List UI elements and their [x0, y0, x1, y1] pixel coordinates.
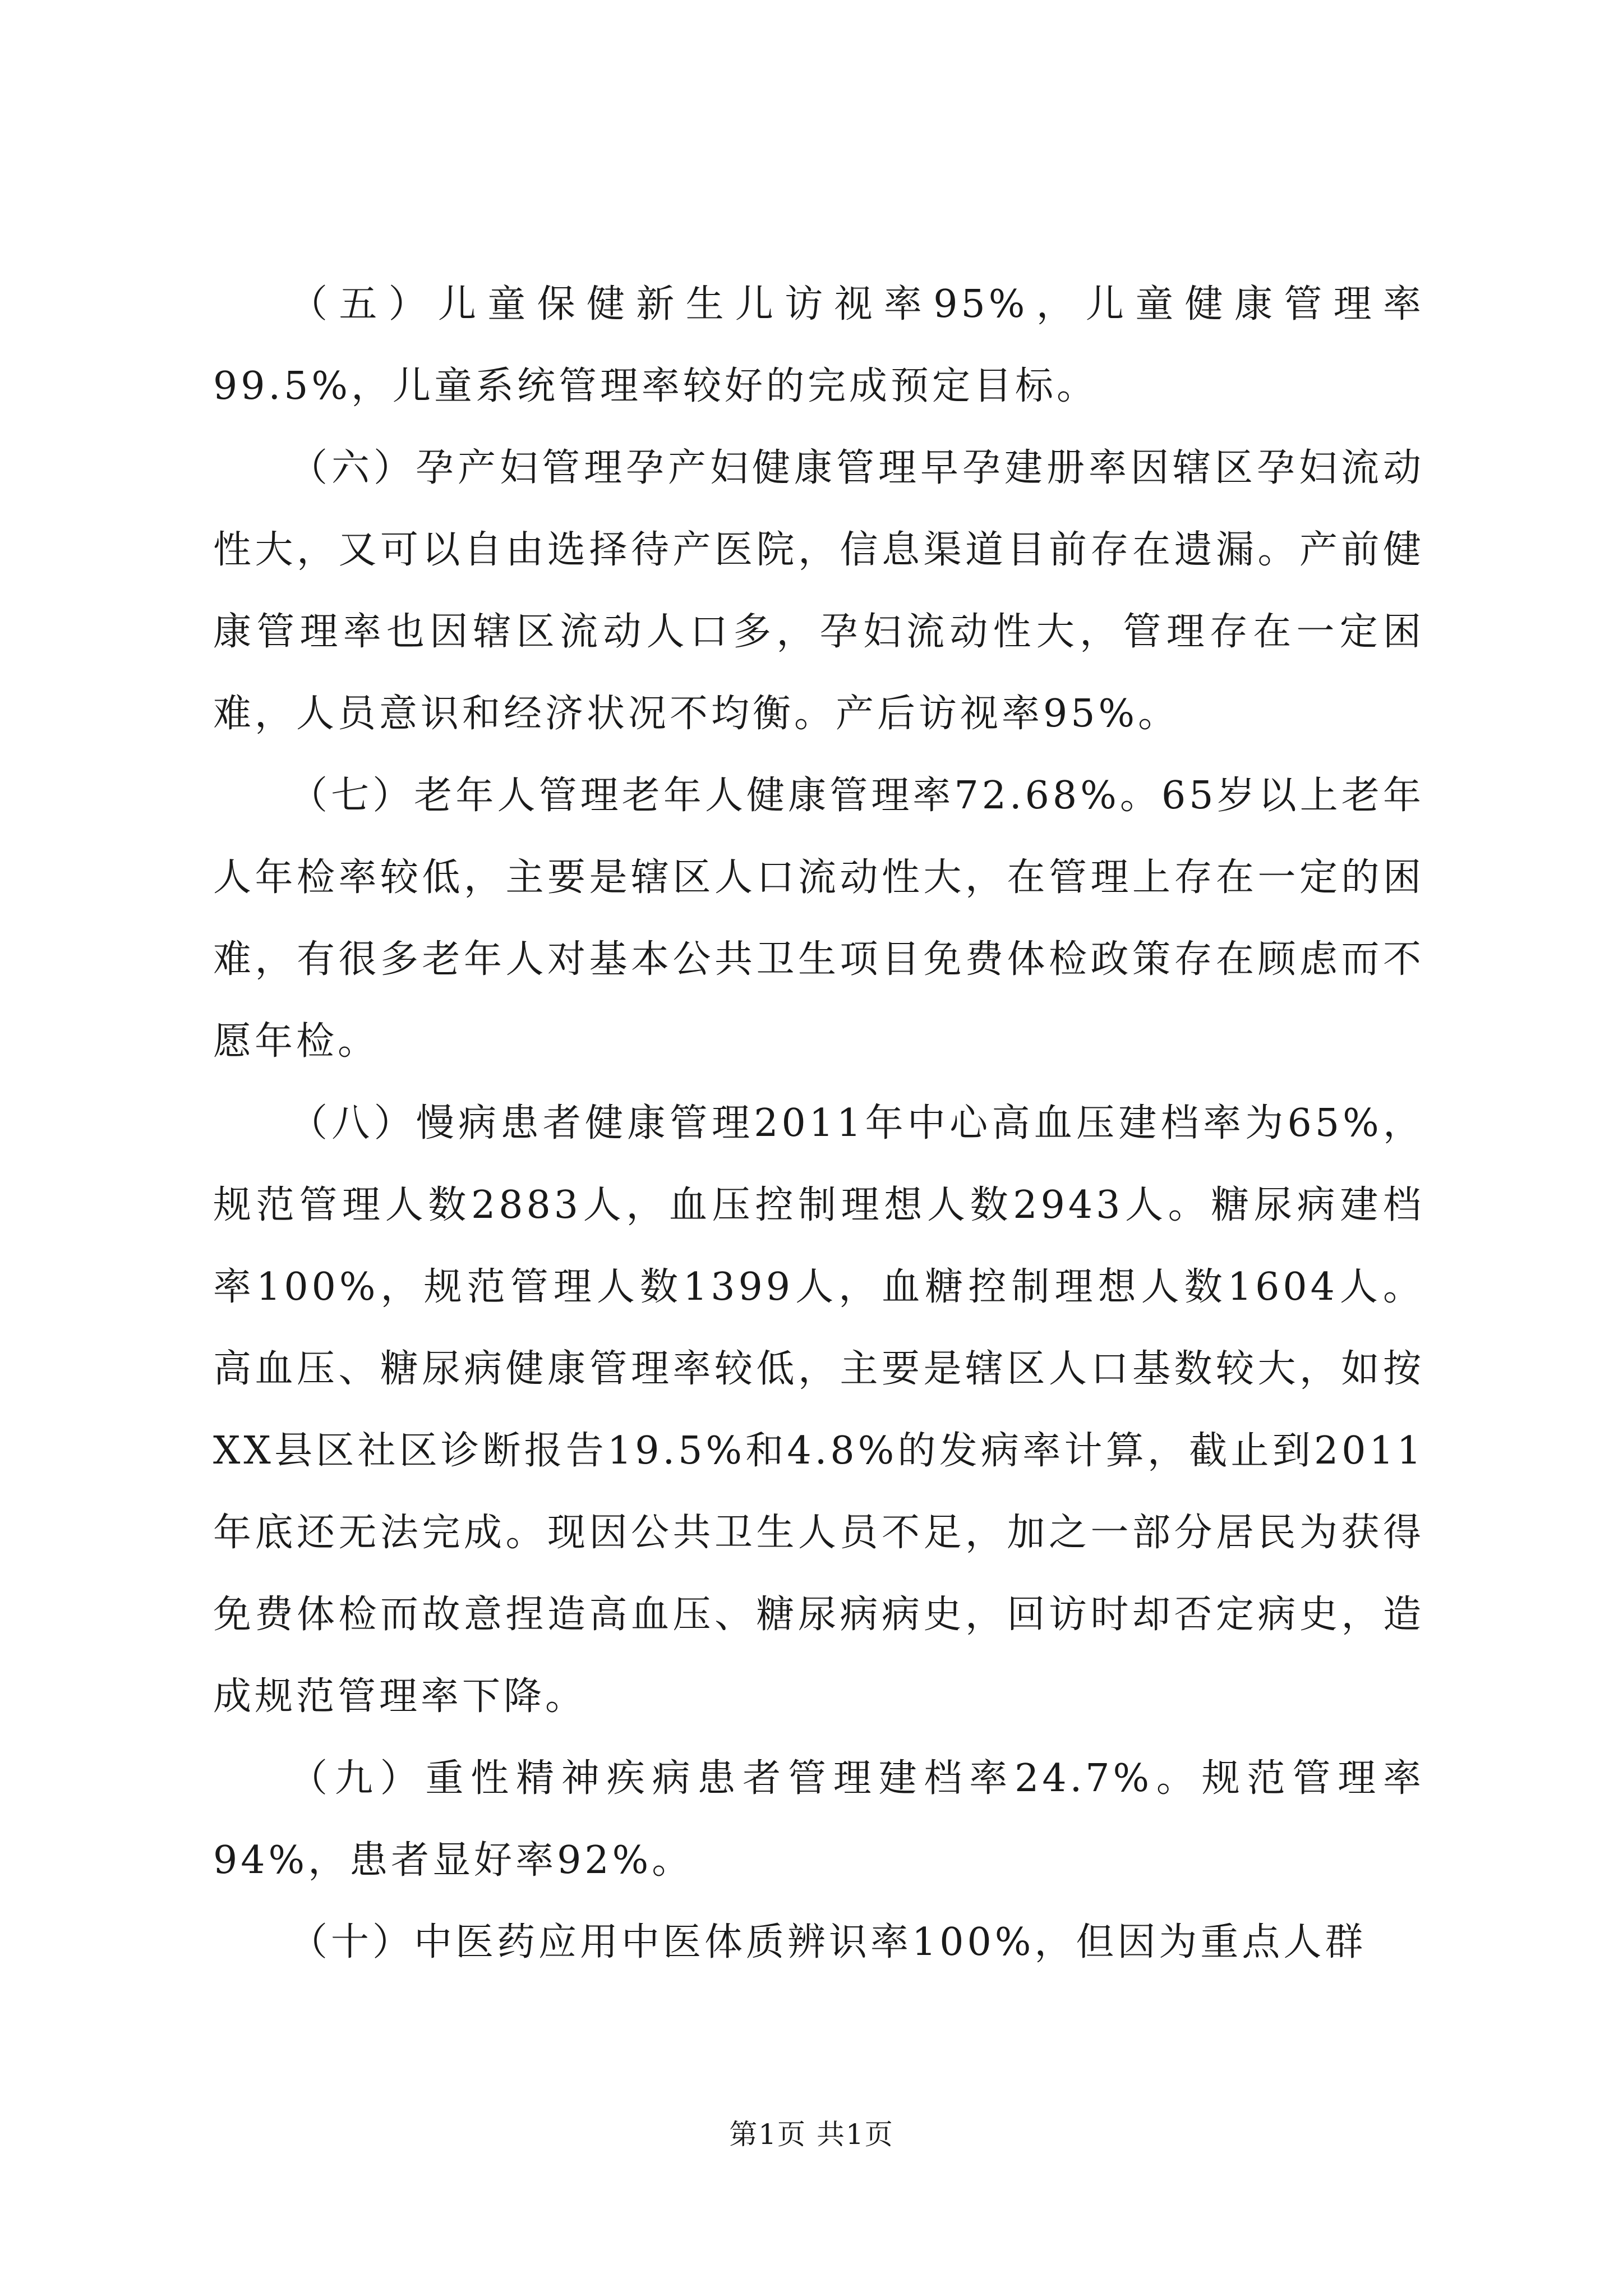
document-body — [213, 264, 1424, 1984]
paragraph-tcm: （十）中医药应用中医体质辨识率100%，但因为重点人群 — [289, 1920, 1367, 1964]
paragraph-maternal-management: （六）孕产妇管理孕产妇健康管理早孕建册率因辖区孕妇流动性大，又可以自由选择待产医院，信息渠道目前存在遗漏。产前健康管理率也因辖区流动人口多，孕妇流动性大，管理存在一定困难，人员意识和经济状况不均衡。产后访视率95%。 — [213, 446, 1424, 736]
page-footer: 第1页 共1页 — [729, 2118, 894, 2151]
paragraph-mental-illness: （九）重性精神疾病患者管理建档率24.7%。规范管理率94%，患者显好率92%。 — [213, 1756, 1424, 1883]
paragraph-elderly-management: （七）老年人管理老年人健康管理率72.68%。65岁以上老年人年检率较低，主要是辖区人口流动性大，在管理上存在一定的困难，有很多老年人对基本公共卫生项目免费体检政策存在顾虑而不愿年检。 — [213, 774, 1424, 1064]
paragraph-chronic-disease: （八）慢病患者健康管理2011年中心高血压建档率为65%，规范管理人数2883人，血压控制理想人数2943人。糖尿病建档率100%，规范管理人数1399人，血糖控制理想人数1604人。高血压、糖尿病健康管理率较低，主要是辖区人口基数较大，如按XX县区社区诊断报告19.5%和4.8%的发病率计算，截止到2011年底还无法完成。现因公共卫生人员不足，加之一部分居民为获得免费体检而故意捏造高血压、糖尿病病史，回访时却否定病史，造成规范管理率下降。 — [213, 1101, 1424, 1719]
paragraph-child-health: （五）儿童保健新生儿访视率95%，儿童健康管理率99.5%，儿童系统管理率较好的完成预定目标。 — [213, 282, 1424, 408]
